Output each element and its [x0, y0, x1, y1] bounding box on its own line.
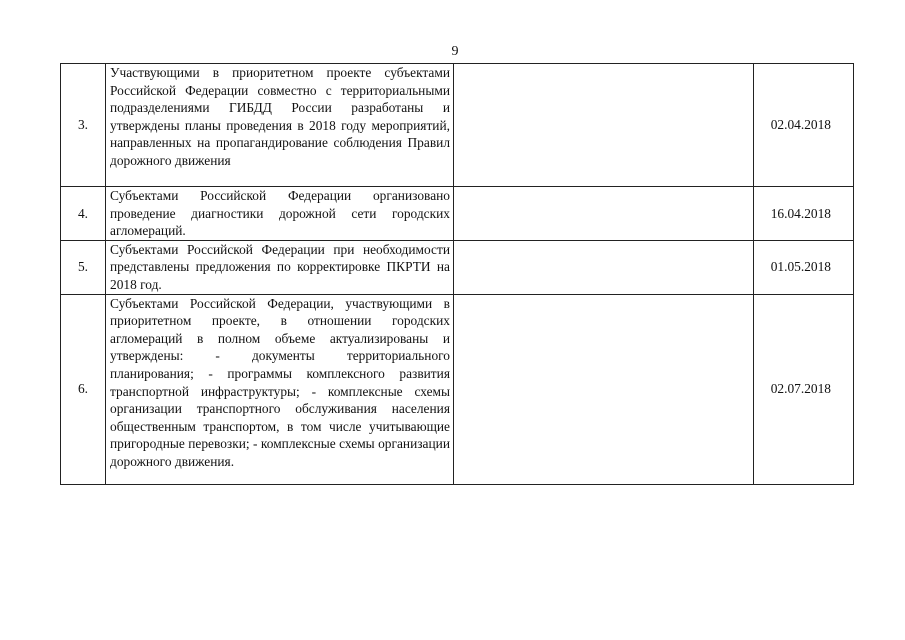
row-empty-cell — [454, 240, 754, 294]
row-description: Субъектами Российской Федерации организовано проведение диагностики дорожной сети городских агломераций. — [106, 187, 454, 241]
row-empty-cell — [454, 64, 754, 187]
table-row — [61, 64, 854, 187]
row-number: 6. — [61, 294, 106, 484]
row-date: 01.05.2018 — [754, 240, 854, 294]
row-description: Субъектами Российской Федерации, участвующими в приоритетном проекте, в отношении городских агломераций в полном объеме актуализированы и утверждены: - документы территориального планирования; - программы комплексного развития транспортной инфраструктуры; - комплексные схемы организации транспортного обслуживания населения общественным транспортом, в том числе учитывающие пригородные перевозки; - комплексные схемы организации дорожного движения. — [106, 294, 454, 484]
row-empty-cell — [454, 187, 754, 241]
table-row — [61, 187, 854, 241]
row-date: 16.04.2018 — [754, 187, 854, 241]
row-number: 5. — [61, 240, 106, 294]
row-empty-cell — [454, 294, 754, 484]
schedule-table — [60, 63, 854, 485]
row-number: 4. — [61, 187, 106, 241]
row-date: 02.07.2018 — [754, 294, 854, 484]
table-row — [61, 240, 854, 294]
row-number: 3. — [61, 64, 106, 187]
row-description: Участвующими в приоритетном проекте субъектами Российской Федерации совместно с территориальными подразделениями ГИБДД России разработаны и утверждены планы проведения в 2018 году мероприятий, направленных на пропагандирование соблюдения Правил дорожного движения — [106, 64, 454, 187]
row-date: 02.04.2018 — [754, 64, 854, 187]
page-number: 9 — [451, 44, 459, 59]
row-description: Субъектами Российской Федерации при необходимости представлены предложения по корректировке ПКРТИ на 2018 год. — [106, 240, 454, 294]
table-row — [61, 294, 854, 484]
